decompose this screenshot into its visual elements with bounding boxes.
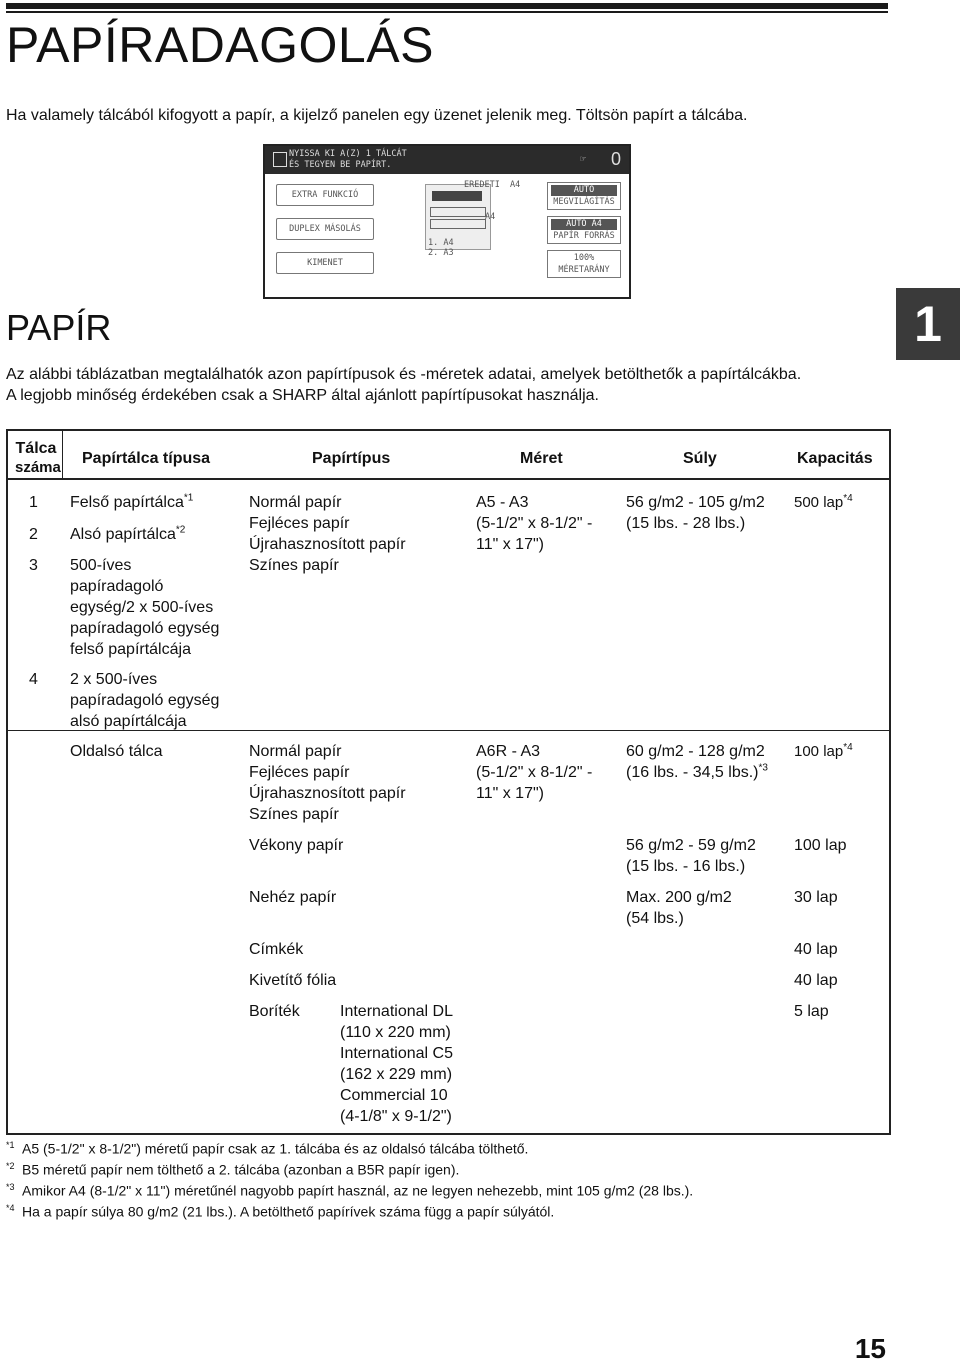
side-weight-line: 60 g/m2 - 128 g/m2 bbox=[626, 743, 765, 760]
extra-function-button[interactable]: EXTRA FUNKCIÓ bbox=[276, 184, 374, 206]
envelope-line: (110 x 220 mm) bbox=[340, 1024, 451, 1041]
footnote-text: Ha a papír súlya 80 g/m2 (21 lbs.). A betölthető papírívek száma függ a papír súlyától. bbox=[22, 1204, 555, 1221]
side-weight-line2 bbox=[626, 762, 768, 783]
main-paper-item: Újrahasznosított papír bbox=[249, 536, 406, 553]
side-size-line: (5-1/2" x 8-1/2" - bbox=[476, 764, 593, 781]
main-weight bbox=[626, 492, 765, 534]
thin-weight-line: (15 lbs. - 16 lbs.) bbox=[626, 858, 746, 875]
main-weight-line: 56 g/m2 - 105 g/m2 bbox=[626, 494, 765, 511]
row1-tray-type-text: Felső papírtálca bbox=[70, 494, 184, 511]
original-label: EREDETI bbox=[464, 180, 500, 190]
heavy-capacity: 30 lap bbox=[794, 889, 838, 906]
footnote bbox=[6, 1200, 693, 1221]
side-size-line: A6R - A3 bbox=[476, 743, 541, 760]
main-size-line: (5-1/2" x 8-1/2" - bbox=[476, 515, 593, 532]
envelope-line: (162 x 229 mm) bbox=[340, 1066, 453, 1083]
header-capacity: Kapacitás bbox=[797, 450, 873, 467]
lcd-message-bar bbox=[265, 146, 629, 174]
duplex-copy-button[interactable]: DUPLEX MÁSOLÁS bbox=[276, 218, 374, 240]
row3-tray-type bbox=[70, 555, 219, 660]
side-capacity-text: 100 lap bbox=[794, 743, 844, 760]
side-size bbox=[476, 741, 592, 804]
footnote bbox=[6, 1179, 693, 1200]
header-weight: Súly bbox=[683, 450, 717, 467]
section-title: PAPÍR bbox=[6, 307, 112, 348]
side-paper-item: Fejléces papír bbox=[249, 764, 350, 781]
envelope-line: Commercial 10 bbox=[340, 1087, 448, 1104]
footnote-mark: *4 bbox=[6, 1203, 15, 1214]
footnote bbox=[6, 1158, 693, 1179]
copy-size: A4 bbox=[485, 212, 496, 222]
chapter-tab: 1 bbox=[896, 288, 960, 360]
section-text bbox=[6, 364, 801, 406]
side-capacity-mark: *4 bbox=[843, 742, 853, 753]
footnote-text: Amikor A4 (8-1/2" x 11") méretűnél nagyobb papírt használ, az ne legyen nehezebb, mint 105 g/m2 (28 lbs.). bbox=[22, 1182, 694, 1199]
envelope-types bbox=[340, 1001, 453, 1127]
envelope-line: International DL bbox=[340, 1003, 453, 1020]
footnotes bbox=[6, 1137, 693, 1222]
tray-icon bbox=[273, 152, 287, 167]
header-tray-type: Papírtálca típusa bbox=[82, 450, 211, 467]
header-size: Méret bbox=[520, 450, 563, 467]
footnote-text: A5 (5-1/2" x 8-1/2") méretű papír csak az 1. tálcába és az oldalsó tálcába tölthető. bbox=[22, 1140, 529, 1157]
main-capacity-text: 500 lap bbox=[794, 494, 844, 511]
footnote-text: B5 méretű papír nem tölthető a 2. tálcába (azonban a B5R papír igen). bbox=[22, 1161, 460, 1178]
tray1-status: 1. A4 bbox=[428, 238, 454, 248]
thin-capacity: 100 lap bbox=[794, 837, 847, 854]
thin-paper: Vékony papír bbox=[249, 837, 344, 854]
main-paper-item: Fejléces papír bbox=[249, 515, 350, 532]
row2-tray-type-text: Alsó papírtálca bbox=[70, 526, 176, 543]
section-text-2: A legjobb minőség érdekében csak a SHARP által ajánlott papírtípusokat használja. bbox=[6, 387, 599, 404]
header-tray-number-2: száma bbox=[15, 459, 61, 476]
side-paper-item: Színes papír bbox=[249, 806, 339, 823]
paper-value: AUTO A4 bbox=[551, 219, 617, 230]
row3-line: papíradagoló egység bbox=[70, 620, 220, 637]
side-paper-types bbox=[249, 741, 406, 825]
main-size bbox=[476, 492, 592, 555]
header-rule-thin bbox=[6, 11, 888, 13]
heavy-paper: Nehéz papír bbox=[249, 889, 337, 906]
lcd-message-line2: ÉS TEGYEN BE PAPÍRT. bbox=[289, 160, 392, 170]
row3-line: papíradagoló bbox=[70, 578, 164, 595]
row3-line: 500-íves bbox=[70, 557, 132, 574]
paper-label: PAPÍR FORRÁS bbox=[553, 231, 615, 241]
labels-capacity: 40 lap bbox=[794, 941, 838, 958]
lcd-message-line1: NYISSA KI A(Z) 1 TÁLCÁT bbox=[289, 149, 407, 159]
row2-tray-type bbox=[70, 524, 185, 545]
header-tray-number bbox=[15, 439, 61, 477]
original-size: A4 bbox=[510, 180, 521, 190]
lcd-copy-counter: 0 bbox=[611, 149, 622, 169]
hand-icon: ☞ bbox=[580, 154, 587, 165]
row4-number: 4 bbox=[29, 671, 38, 688]
footnote-mark: *3 bbox=[6, 1182, 15, 1193]
row4-line: 2 x 500-íves bbox=[70, 671, 158, 688]
header-rule-thick bbox=[6, 3, 888, 9]
transparency-capacity: 40 lap bbox=[794, 972, 838, 989]
side-paper-item: Újrahasznosított papír bbox=[249, 785, 406, 802]
heavy-weight bbox=[626, 887, 732, 929]
intro-text: Ha valamely tálcából kifogyott a papír, a kijelző panelen egy üzenet jelenik meg. Töltsön papírt a tálcába. bbox=[6, 107, 748, 124]
header-rule bbox=[8, 478, 889, 480]
section-text-1: Az alábbi táblázatban megtalálhatók azon papírtípusok és -méretek adatai, amelyek betölthetők a papírtálcákba. bbox=[6, 366, 802, 383]
paper-table bbox=[6, 429, 891, 1135]
transparency-paper: Kivetítő fólia bbox=[249, 972, 337, 989]
row1-tray-type bbox=[70, 492, 193, 513]
main-size-line: A5 - A3 bbox=[476, 494, 529, 511]
side-weight-line2-text: (16 lbs. - 34,5 lbs.) bbox=[626, 764, 759, 781]
output-button[interactable]: KIMENET bbox=[276, 252, 374, 274]
envelope-line: (4-1/8" x 9-1/2") bbox=[340, 1108, 452, 1125]
row3-line: egység/2 x 500-íves bbox=[70, 599, 214, 616]
side-size-line: 11" x 17") bbox=[476, 785, 544, 802]
envelope-line: International C5 bbox=[340, 1045, 453, 1062]
exposure-value: AUTO bbox=[551, 185, 617, 196]
side-weight-mark: *3 bbox=[758, 762, 768, 774]
labels-paper: Címkék bbox=[249, 941, 304, 958]
paper-select-button[interactable] bbox=[547, 216, 621, 244]
footnote-mark: *2 bbox=[6, 1161, 15, 1172]
ratio-button[interactable] bbox=[547, 250, 621, 278]
row2-number: 2 bbox=[29, 526, 38, 543]
thin-weight bbox=[626, 835, 756, 877]
main-paper-types bbox=[249, 492, 406, 576]
heavy-weight-line: Max. 200 g/m2 bbox=[626, 889, 732, 906]
ratio-value: 100% bbox=[551, 253, 617, 264]
main-capacity bbox=[794, 492, 853, 513]
main-weight-line: (15 lbs. - 28 lbs.) bbox=[626, 515, 746, 532]
row1-number: 1 bbox=[29, 494, 38, 511]
row3-line: felső papírtálcája bbox=[70, 641, 191, 658]
side-tray-type: Oldalsó tálca bbox=[70, 743, 163, 760]
row4-line: papíradagoló egység bbox=[70, 692, 220, 709]
footnote bbox=[6, 1137, 693, 1158]
page-number: 15 bbox=[854, 1333, 886, 1364]
footnote-mark: *1 bbox=[6, 1140, 15, 1150]
side-capacity bbox=[794, 741, 853, 762]
tray2-status: 2. A3 bbox=[428, 248, 454, 258]
header-divider bbox=[62, 431, 63, 478]
side-paper-item: Normál papír bbox=[249, 743, 342, 760]
row4-tray-type bbox=[70, 669, 219, 732]
ratio-label: MÉRETARÁNY bbox=[558, 265, 610, 275]
lcd-panel-illustration bbox=[263, 144, 631, 299]
page-title: PAPÍRADAGOLÁS bbox=[6, 17, 434, 73]
exposure-button[interactable] bbox=[547, 182, 621, 210]
thin-weight-line: 56 g/m2 - 59 g/m2 bbox=[626, 837, 756, 854]
header-paper-type: Papírtípus bbox=[312, 450, 391, 467]
main-paper-item: Színes papír bbox=[249, 557, 339, 574]
main-capacity-mark: *4 bbox=[843, 493, 853, 504]
main-size-line: 11" x 17") bbox=[476, 536, 544, 553]
envelope-capacity: 5 lap bbox=[794, 1003, 829, 1020]
header-tray-number-1: Tálca bbox=[15, 440, 57, 457]
envelope-paper: Boríték bbox=[249, 1003, 300, 1020]
side-weight bbox=[626, 741, 768, 783]
row3-number: 3 bbox=[29, 557, 38, 574]
row1-mark: *1 bbox=[183, 492, 194, 504]
row2-mark: *2 bbox=[175, 524, 186, 536]
heavy-weight-line: (54 lbs.) bbox=[626, 910, 684, 927]
main-paper-item: Normál papír bbox=[249, 494, 342, 511]
exposure-label: MEGVILÁGÍTÁS bbox=[553, 197, 615, 207]
row4-line: alsó papírtálcája bbox=[70, 713, 187, 730]
